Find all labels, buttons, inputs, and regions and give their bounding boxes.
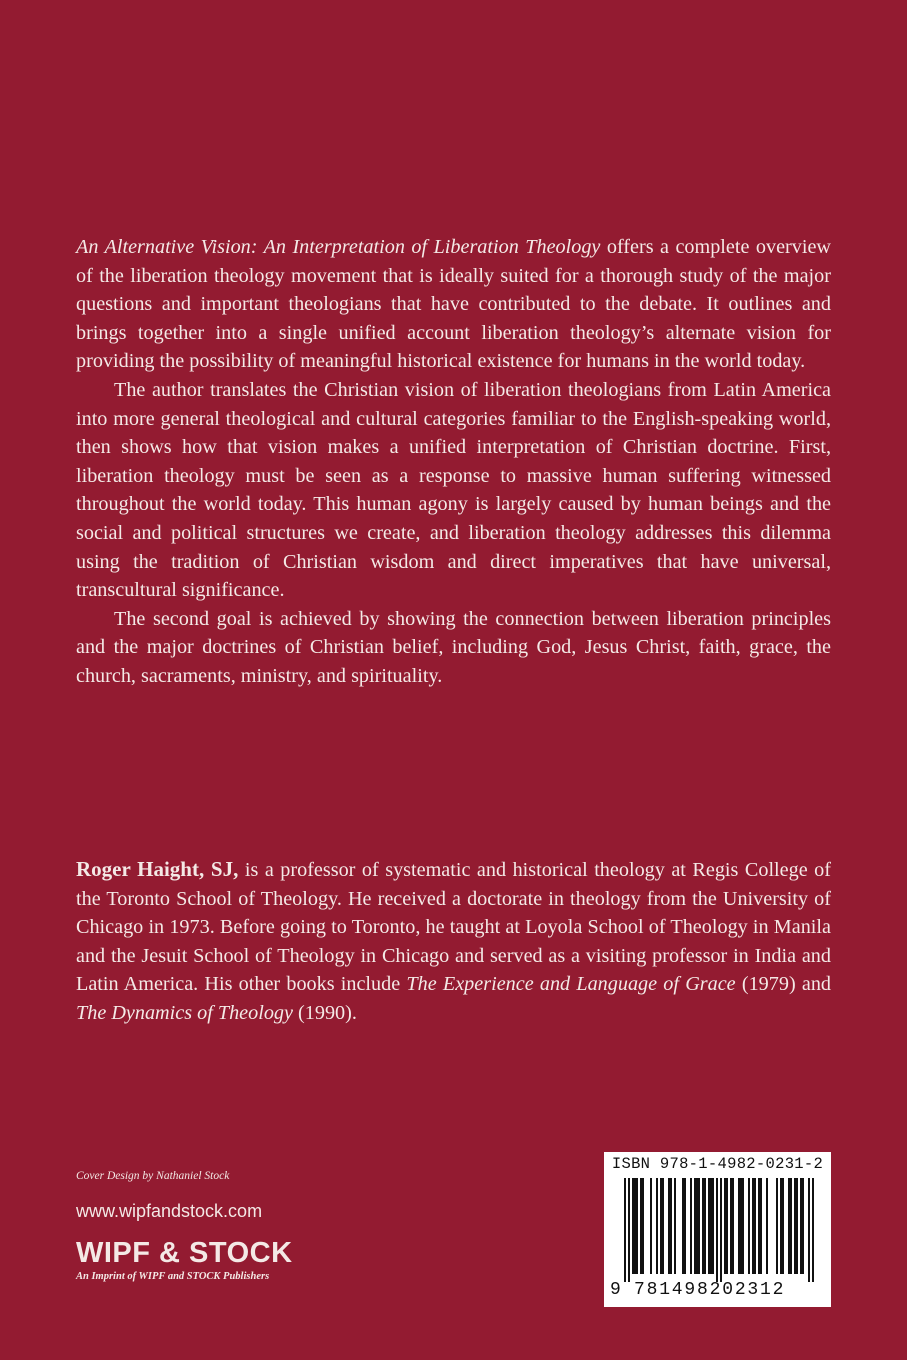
cover-credit: Cover Design by Nathaniel Stock [76, 1170, 230, 1182]
book-title-1: The Experience and Language of Grace [406, 973, 736, 996]
barcode-bar [808, 1178, 810, 1282]
publisher-logo: WIPF & STOCK [76, 1237, 293, 1269]
barcode-bar [636, 1178, 638, 1274]
barcode-bar [752, 1178, 754, 1274]
barcode-bar [632, 1178, 634, 1274]
barcode-bar [668, 1178, 670, 1274]
barcode-bar [802, 1178, 804, 1274]
barcode-bar [628, 1178, 630, 1282]
description [76, 233, 831, 691]
barcode-bar [624, 1178, 626, 1282]
author-bio [76, 855, 831, 1028]
barcode-bar [650, 1178, 652, 1274]
barcode-bar [670, 1178, 672, 1274]
description-paragraph-3: The second goal is achieved by showing the connection between liberation principles and the major doctrines of Christian belief, including God, Jesus Christ, faith, grace, the church, sacraments, ministry, and spirituality. [76, 607, 831, 687]
barcode-bar [776, 1178, 778, 1274]
barcode-bar [790, 1178, 792, 1274]
barcode-bar [642, 1178, 644, 1274]
barcode-bar [748, 1178, 750, 1274]
barcode-bar [758, 1178, 760, 1274]
book-title: An Alternative Vision: An Interpretation of Liberation Theology [76, 236, 601, 258]
isbn-digit-row: 781498202312 [634, 1280, 786, 1300]
barcode-bar [732, 1178, 734, 1274]
barcode-bar [812, 1178, 814, 1282]
barcode-bar [780, 1178, 782, 1274]
barcode-bar [788, 1178, 790, 1274]
barcode-bar [710, 1178, 712, 1274]
barcode-bar [766, 1178, 768, 1274]
barcode-bar [684, 1178, 686, 1274]
barcode-bar [794, 1178, 796, 1274]
isbn-label: ISBN 978-1-4982-0231-2 [611, 1155, 824, 1173]
description-text-1: offers a complete overview of the liberation theology movement that is ideally suited for a thorough study of the major questions and important theologians that have contributed to the debate. It outlines and brings together into a single unified account liberation theology’s alternate vision for providing the possibility of meaningful historical existence for humans in the world today. [76, 236, 831, 373]
barcode-bar [716, 1178, 718, 1282]
barcode-bar [634, 1178, 636, 1274]
barcode-bar [760, 1178, 762, 1274]
barcode-bar [738, 1178, 740, 1274]
author-name: Roger Haight, SJ, [76, 857, 239, 881]
barcode-bar [726, 1178, 728, 1274]
barcode-bar [690, 1178, 692, 1274]
barcode-bar [742, 1178, 744, 1274]
isbn-barcode [604, 1152, 831, 1307]
barcode-bar [720, 1178, 722, 1282]
barcode-bar [696, 1178, 698, 1274]
barcode-bar [694, 1178, 696, 1274]
barcode-bar [698, 1178, 700, 1274]
barcode-bar [712, 1178, 714, 1274]
barcode-bar [682, 1178, 684, 1274]
barcode-bar [782, 1178, 784, 1274]
barcode-bar [640, 1178, 642, 1274]
barcode-bar [704, 1178, 706, 1274]
barcode-bar [724, 1178, 726, 1274]
author-bio-paragraph [76, 855, 831, 1028]
barcode-bar [708, 1178, 710, 1274]
barcode-bar [796, 1178, 798, 1274]
bio-text-3: (1990). [293, 1001, 357, 1024]
barcode-bar [660, 1178, 662, 1274]
barcode-bars [604, 1178, 831, 1282]
book-title-2: The Dynamics of Theology [76, 1001, 293, 1024]
barcode-bar [674, 1178, 676, 1274]
publisher-website: www.wipfandstock.com [76, 1201, 263, 1221]
barcode-bar [662, 1178, 664, 1274]
barcode-bar [656, 1178, 658, 1274]
barcode-bar [702, 1178, 704, 1274]
barcode-bar [800, 1178, 802, 1274]
bio-text-1: is a professor of systematic and historical theology at Regis College of the Toronto School of Theology. He received a doctorate in theology from the University of Chicago in 1973. Before going to Toronto, he taught at Loyola School of Theology in Manila and the Jesuit School of Theology in Chicago and served as a visiting professor in India and Latin America. His other books include [76, 859, 831, 996]
barcode-bar [740, 1178, 742, 1274]
description-paragraph-2: The author translates the Christian vision of liberation theologians from Latin America into more general theological and cultural categories familiar to the English-speaking world, then shows how that vision makes a unified interpretation of Christian doctrine. First, liberation theology must be seen as a response to massive human suffering witnessed throughout the world today. This human agony is largely caused by human beings and the social and political structures we create, and liberation theology addresses this dilemma using the tradition of Christian wisdom and direct imperatives that have universal, transcultural significance. [76, 378, 831, 602]
barcode-bar [730, 1178, 732, 1274]
bio-text-2: (1979) and [735, 973, 832, 996]
description-paragraph-1 [76, 233, 831, 376]
isbn-first-digit: 9 [610, 1280, 622, 1300]
barcode-bar [754, 1178, 756, 1274]
imprint-line: An Imprint of WIPF and STOCK Publishers [76, 1271, 270, 1282]
